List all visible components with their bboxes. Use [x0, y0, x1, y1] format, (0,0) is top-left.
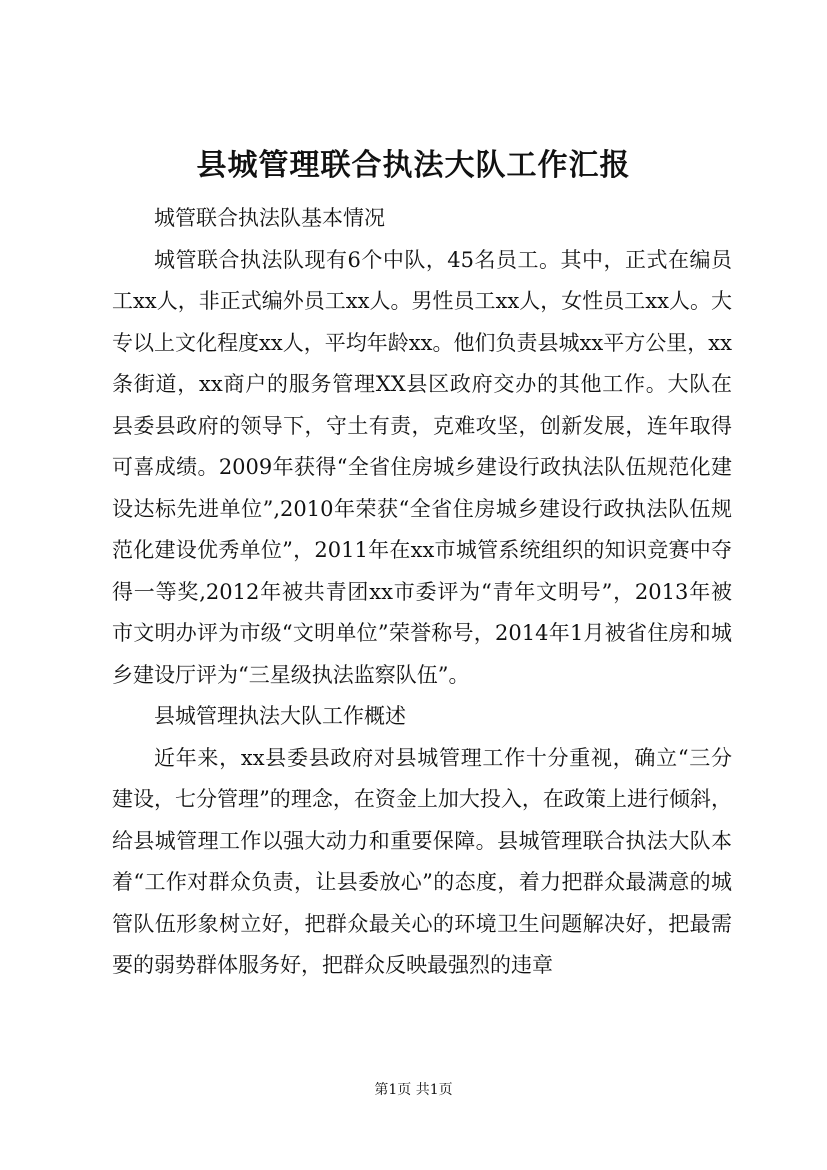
document-body — [112, 198, 732, 987]
document-title: 县城管理联合执法大队工作汇报 — [196, 148, 631, 183]
section-heading-basic-info: 城管联合执法队基本情况 — [154, 206, 385, 230]
section-paragraph-basic-info: 城管联合执法队现有6个中队，45名员工。其中，正式在编员工xx人，非正式编外员工xx人。男性员工xx人，女性员工xx人。大专以上文化程度xx人，平均年龄xx。他们负责县城xx平方公里，xx条街道，xx商户的服务管理XX县区政府交办的其他工作。大队在县委县政府的领导下，守土有责，克难攻坚，创新发展，连年取得可喜成绩。2009年获得“全省住房城乡建设行政执法队伍规范化建设达标先进单位”,2010年荣获“全省住房城乡建设行政执法队伍规范化建设优秀单位”，2011年在xx市城管系统组织的知识竞赛中夺得一等奖,2012年被共青团xx市委评为“青年文明号”，2013年被市文明办评为市级“文明单位”荣誉称号，2014年1月被省住房和城乡建设厅评为“三星级执法监察队伍”。 — [112, 247, 732, 687]
section-paragraph-work-overview: 近年来，xx县委县政府对县城管理工作十分重视，确立“三分建设，七分管理”的理念，在资金上加大投入，在政策上进行倾斜，给县城管理工作以强大动力和重要保障。县城管理联合执法大队本着“工作对群众负责，让县委放心”的态度，着力把群众最满意的城管队伍形象树立好，把群众最关心的环境卫生问题解决好，把最需要的弱势群体服务好，把群众反映最强烈的违章 — [112, 745, 732, 977]
section-heading-work-overview: 县城管理执法大队工作概述 — [154, 704, 406, 728]
page-footer: 第1页 共1页 — [374, 1082, 453, 1098]
